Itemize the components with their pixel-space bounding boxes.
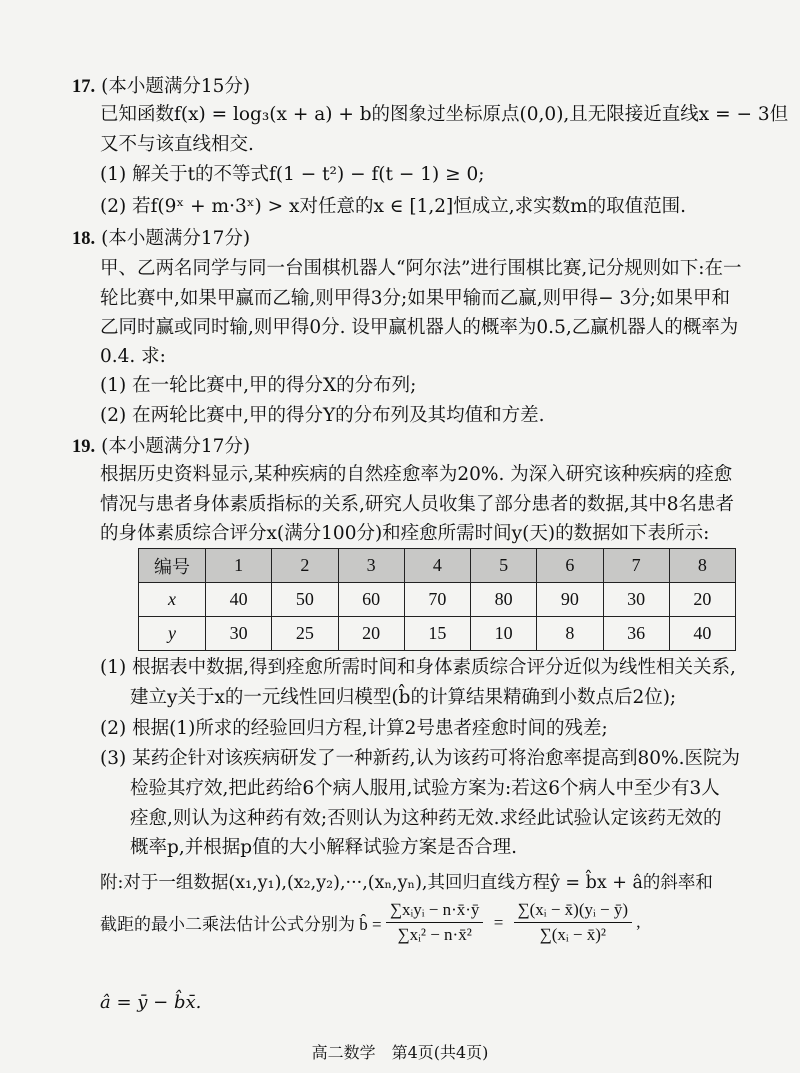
- table-id-cell: 1: [206, 549, 272, 583]
- table-cell: 80: [471, 583, 537, 617]
- table-cell: 15: [404, 617, 470, 651]
- table-id-cell: 3: [338, 549, 404, 583]
- q18-text-4: 0.4. 求:: [100, 346, 166, 367]
- table-id-cell: 5: [471, 549, 537, 583]
- fraction-2: [514, 900, 633, 945]
- q19-text-2: 情况与患者身体素质指标的关系,研究人员收集了部分患者的数据,其中8名患者: [100, 494, 735, 515]
- q18-part-1: (1) 在一轮比赛中,甲的得分X的分布列;: [100, 375, 417, 396]
- q17-score: (本小题满分15分): [101, 76, 251, 97]
- q17-heading: [72, 74, 250, 100]
- q18-number: 18.: [72, 229, 96, 249]
- table-cell: 60: [338, 583, 404, 617]
- fraction-1: [386, 900, 484, 945]
- q17-part-2: (2) 若f(9ˣ + m·3ˣ) > x对任意的x ∈ [1,2]恒成立,求实数m的取值范围.: [100, 196, 687, 217]
- page-footer: 高二数学 第4页(共4页): [311, 1043, 489, 1062]
- q18-heading: [72, 226, 250, 252]
- q18-text-3: 乙同时赢或同时输,则甲得0分. 设甲赢机器人的概率为0.5,乙赢机器人的概率为: [100, 317, 739, 338]
- q18-part-2: (2) 在两轮比赛中,甲的得分Y的分布列及其均值和方差.: [100, 405, 545, 426]
- table-cell: 20: [669, 583, 735, 617]
- equals-sign: =: [493, 912, 504, 932]
- fraction-1-numerator: ∑xᵢyᵢ − n·x̄·ȳ: [386, 900, 484, 923]
- table-id-cell: 8: [669, 549, 735, 583]
- table-cell: 20: [338, 617, 404, 651]
- appendix-line-1: 附:对于一组数据(x₁,y₁),(x₂,y₂),···,(xₙ,yₙ),其回归直线方程ŷ = b̂x + â的斜率和: [100, 873, 713, 893]
- appendix-formula: [100, 900, 641, 945]
- table-cell: 10: [471, 617, 537, 651]
- q17-text-1: 已知函数f(x) = log₃(x + a) + b的图象过坐标原点(0,0),且无限接近直线x = − 3但: [100, 104, 789, 125]
- q19-number: 19.: [72, 437, 96, 457]
- q19-part-1b: 建立y关于x的一元线性回归模型(b̂的计算结果精确到小数点后2位);: [130, 687, 677, 708]
- q19-part-1a: (1) 根据表中数据,得到痊愈所需时间和身体素质综合评分近似为线性相关关系,: [100, 657, 736, 678]
- table-cell: 40: [206, 583, 272, 617]
- table-x-label: x: [139, 583, 206, 617]
- formula-comma: ,: [636, 912, 641, 932]
- q19-heading: [72, 434, 250, 460]
- table-cell: 50: [272, 583, 338, 617]
- q17-text-2: 又不与该直线相交.: [100, 134, 254, 155]
- q19-part-3c: 痊愈,则认为这种药有效;否则认为这种药无效.求经此试验认定该药无效的: [130, 808, 722, 829]
- q19-text-1: 根据历史资料显示,某种疾病的自然痊愈率为20%. 为深入研究该种疾病的痊愈: [100, 464, 733, 485]
- q19-text-3: 的身体素质综合评分x(满分100分)和痊愈所需时间y(天)的数据如下表所示:: [100, 523, 710, 544]
- q18-text-2: 轮比赛中,如果甲赢而乙输,则甲得3分;如果甲输而乙赢,则甲得− 3分;如果甲和: [100, 288, 731, 309]
- q19-score: (本小题满分17分): [101, 436, 251, 457]
- table-id-cell: 6: [537, 549, 603, 583]
- table-cell: 36: [603, 617, 669, 651]
- table-row-x: [139, 583, 736, 617]
- q19-part-2: (2) 根据(1)所求的经验回归方程,计算2号患者痊愈时间的残差;: [100, 718, 608, 739]
- table-cell: 30: [206, 617, 272, 651]
- fraction-1-denominator: ∑xᵢ² − n·x̄²: [397, 925, 472, 944]
- q17-number: 17.: [72, 77, 96, 97]
- fraction-2-numerator: ∑(xᵢ − x̄)(yᵢ − ȳ): [514, 900, 633, 923]
- table-cell: 40: [669, 617, 735, 651]
- table-cell: 25: [272, 617, 338, 651]
- appendix-formula-prefix: 截距的最小二乘法估计公式分别为 b̂ =: [100, 915, 382, 934]
- table-header-label: 编号: [139, 549, 206, 583]
- table-cell: 70: [404, 583, 470, 617]
- table-id-cell: 4: [404, 549, 470, 583]
- q17-part-1: (1) 解关于t的不等式f(1 − t²) − f(t − 1) ≥ 0;: [100, 164, 485, 185]
- fraction-2-denominator: ∑(xᵢ − x̄)²: [539, 925, 606, 944]
- table-header-row: [139, 549, 736, 583]
- table-cell: 30: [603, 583, 669, 617]
- q19-part-3d: 概率p,并根据p值的大小解释试验方案是否合理.: [130, 837, 517, 858]
- q18-score: (本小题满分17分): [101, 228, 251, 249]
- q19-part-3b: 检验其疗效,把此药给6个病人服用,试验方案为:若这6个病人中至少有3人: [130, 778, 720, 799]
- q18-text-1: 甲、乙两名同学与同一台围棋机器人“阿尔法”进行围棋比赛,记分规则如下:在一: [100, 258, 742, 279]
- table-y-label: y: [139, 617, 206, 651]
- table-row-y: [139, 617, 736, 651]
- data-table: [138, 548, 736, 651]
- q19-part-3a: (3) 某药企针对该疾病研发了一种新药,认为该药可将治愈率提高到80%.医院为: [100, 748, 740, 769]
- appendix-line-3: â = ȳ − b̂x̄.: [100, 992, 202, 1013]
- table-cell: 8: [537, 617, 603, 651]
- table-id-cell: 2: [272, 549, 338, 583]
- table-cell: 90: [537, 583, 603, 617]
- table-id-cell: 7: [603, 549, 669, 583]
